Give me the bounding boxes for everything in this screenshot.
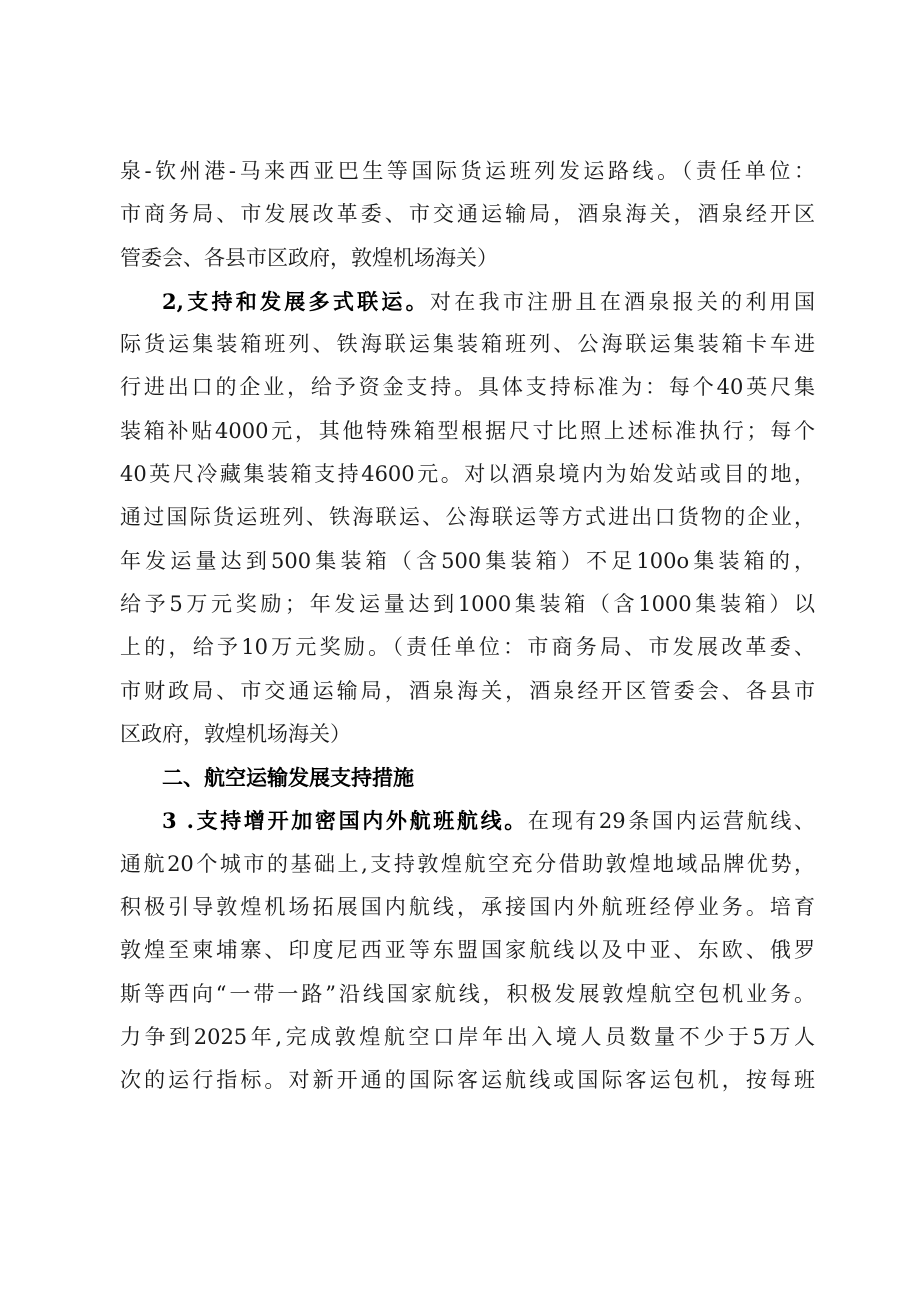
body-text: 装箱补贴4000元，其他特殊箱型根据尺寸比照上述标准执行；每个	[120, 418, 815, 443]
body-text: 40英尺冷藏集装箱支持4600元。对以酒泉境内为始发站或目的地，	[120, 462, 815, 487]
text-line	[120, 410, 815, 453]
text-line	[120, 1059, 815, 1102]
body-text: 通航20个城市的基础上,支持敦煌航空充分借助敦煌地域品牌优势，	[120, 851, 815, 876]
body-text: 际货运集装箱班列、铁海联运集装箱班列、公海联运集装箱卡车进	[120, 332, 815, 357]
text-line	[120, 756, 815, 799]
body-text: 给予5万元奖励；年发运量达到1000集装箱（含1000集装箱）以	[120, 591, 815, 616]
body-text: 市商务局、市发展改革委、市交通运输局，酒泉海关，酒泉经开区	[120, 202, 815, 227]
text-line	[120, 973, 815, 1016]
text-line	[120, 670, 815, 713]
text-line	[120, 280, 815, 323]
text-line	[120, 1016, 815, 1059]
bold-heading-text: 2,支持和发展多式联运。	[162, 288, 430, 314]
text-line	[120, 713, 815, 756]
text-line	[120, 193, 815, 236]
body-text: 行进出口的企业，给予资金支持。具体支持标准为：每个40英尺集	[120, 375, 815, 400]
text-line	[120, 843, 815, 886]
text-line	[120, 886, 815, 929]
text-line	[120, 150, 815, 193]
body-text: 泉-钦州港-马来西亚巴生等国际货运班列发运路线。（责任单位：	[120, 159, 815, 183]
bold-heading-text: 3 .支持增开加密国内外航班航线。	[162, 808, 528, 834]
body-text: 斯等西向“一带一路”沿线国家航线，积极发展敦煌航空包机业务。	[120, 981, 815, 1006]
body-text: 年发运量达到500集装箱（含500集装箱）不足100o集装箱的，	[120, 548, 815, 573]
body-text: 管委会、各县市区政府，敦煌机场海关）	[120, 245, 498, 270]
text-line	[120, 453, 815, 496]
text-line	[120, 929, 815, 972]
body-text: 对在我市注册且在酒泉报关的利用国	[429, 289, 815, 314]
text-line	[120, 626, 815, 669]
text-line	[120, 496, 815, 539]
text-line	[120, 799, 815, 842]
document-body	[120, 150, 815, 1103]
text-line	[120, 540, 815, 583]
body-text: 敦煌至柬埔寨、印度尼西亚等东盟国家航线以及中亚、东欧、俄罗	[120, 938, 815, 963]
body-text: 区政府，敦煌机场海关）	[120, 721, 351, 746]
text-line	[120, 366, 815, 409]
text-line	[120, 583, 815, 626]
body-text: 通过国际货运班列、铁海联运、公海联运等方式进出口货物的企业，	[120, 505, 815, 530]
bold-heading-text: 二、航空运输发展支持措施	[162, 765, 414, 791]
text-line	[120, 323, 815, 366]
body-text: 力争到2025年,完成敦煌航空口岸年出入境人员数量不少于5万人	[120, 1024, 815, 1049]
body-text: 在现有29条国内运营航线、	[527, 809, 815, 834]
body-text: 上的，给予10万元奖励。（责任单位：市商务局、市发展改革委、	[120, 635, 815, 660]
body-text: 次的运行指标。对新开通的国际客运航线或国际客运包机，按每班	[120, 1068, 815, 1093]
text-line	[120, 237, 815, 280]
body-text: 积极引导敦煌机场拓展国内航线，承接国内外航班经停业务。培育	[120, 895, 815, 920]
body-text: 市财政局、市交通运输局，酒泉海关，酒泉经开区管委会、各县市	[120, 678, 815, 703]
